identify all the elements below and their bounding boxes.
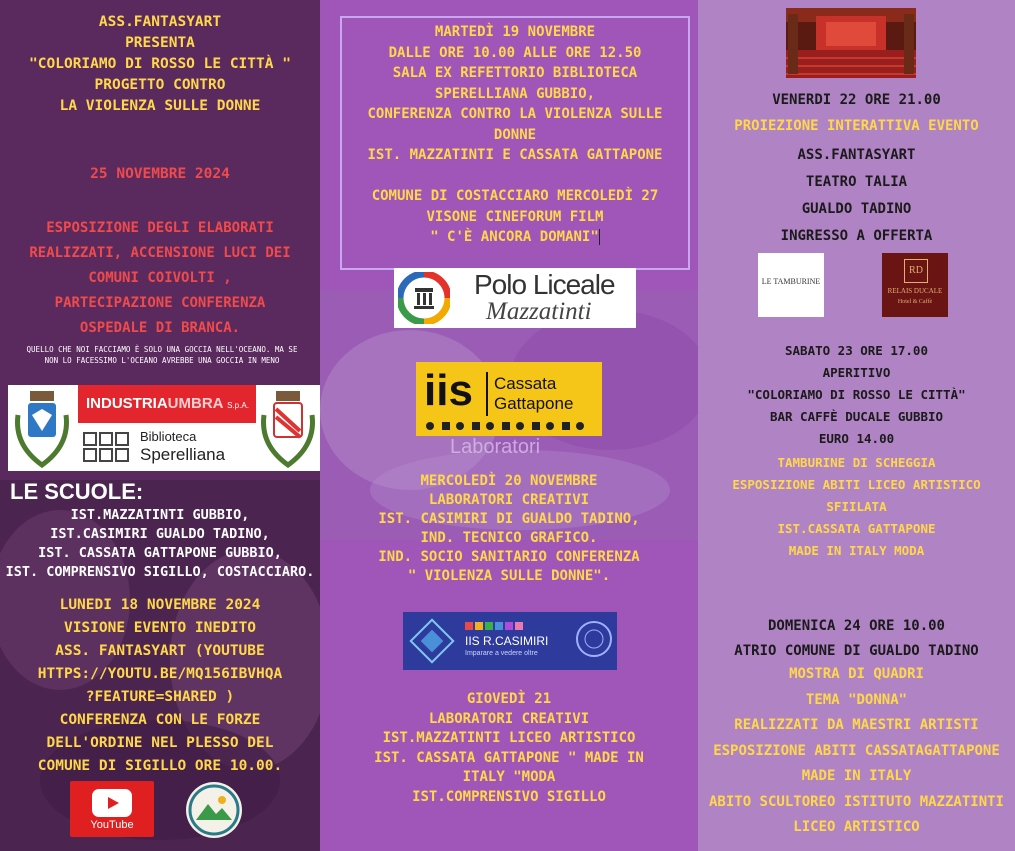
youtube-button[interactable] [70, 781, 154, 837]
domenica-activities: MOSTRA DI QUADRI TEMA "DONNA" REALIZZATI DA MAESTRI ARTISTI ESPOSIZIONE ABITI CASSATAGATTAPONE MADE IN ITALY ABITO SCULTOREO ISTITUTO MAZZATINTI LICEO ARTISTICO [708, 666, 1004, 835]
youtube-play-icon [92, 789, 132, 817]
lunedi-event: LUNEDI 18 NOVEMBRE 2024 VISIONE EVENTO INEDITO ASS. FANTASYART (YOUTUBE HTTPS://YOUTU.BE/MQ156IBVHQA ?FEATURE=SHARED ) CONFERENZA CON LE FORZE DELL'ORDINE NEL PLESSO DEL COMUNE DI SIGILLO ORE 10.00. [37, 597, 283, 774]
sabato-event: SABATO 23 ORE 17.00 APERITIVO "COLORIAMO DI ROSSO LE CITTÀ" BAR CAFFÈ DUCALE GUBBIO EURO 14.00 [747, 343, 966, 446]
iis-name: Cassata Gattapone [494, 374, 574, 413]
gubbio-crest-icon [256, 385, 320, 471]
polo-liceale-title: Polo Liceale [474, 269, 615, 300]
umbra-word: UMBRA [167, 395, 223, 412]
casimiri-tagline: Imparare a vedere oltre [465, 650, 538, 657]
polo-liceale-subtitle: Mazzatinti [486, 298, 592, 325]
biblioteca-mark-icon [82, 429, 134, 465]
giovedi-event: GIOVEDÌ 21 LABORATORI CREATIVI IST.MAZZATINTI LICEO ARTISTICO IST. CASSATA GATTAPONE " MADE IN ITALY "MODA IST.COMPRENSIVO SIGILLO [374, 691, 644, 805]
theater-photo [786, 8, 916, 78]
costacciaro-film [342, 227, 688, 248]
relais-monogram-icon: RD [904, 259, 928, 283]
mercoledi-event: MERCOLEDÌ 20 NOVEMBRE LABORATORI CREATIVI IST. CASIMIRI DI GUALDO TADINO, IND. TECNICO GRAFICO. IND. SOCIO SANITARIO CONFERENZA " VIOLENZA SULLE DONNE". [378, 473, 640, 584]
casimiri-emblem-icon [409, 618, 455, 664]
sponsors-middle [78, 385, 256, 471]
schools-heading: LE SCUOLE: [10, 479, 144, 504]
martedi-event: MARTEDÌ 19 NOVEMBRE DALLE ORE 10.00 ALLE ORE 12.50 SALA EX REFETTORIO BIBLIOTECA SPERELLIANA GUBBIO, CONFERENZA CONTRO LA VIOLENZA SULLE DONNE IST. MAZZATINTI E CASSATA GATTAPONE [367, 24, 663, 163]
relais-subtitle: Hotel & Caffè [897, 299, 933, 305]
event-date: 25 NOVEMBRE 2024 [90, 166, 230, 182]
biblioteca-line: Biblioteca [140, 429, 197, 444]
event-description: ESPOSIZIONE DEGLI ELABORATI REALIZZATI, ACCENSIONE LUCI DEI COMUNI COIVOLTI , PARTECIPAZIONE CONFERENZA OSPEDALE DI BRANCA. [29, 220, 291, 336]
venerdi-details: ASS.FANTASYART TEATRO TALIA GUALDO TADINO INGRESSO A OFFERTA [780, 147, 933, 244]
spa-word: S.p.A. [227, 401, 249, 410]
schools-list: IST.MAZZATINTI GUBBIO, IST.CASIMIRI GUALDO TADINO, IST. CASSATA GATTAPONE GUBBIO, IST. COMPRENSIVO SIGILLO, COSTACCIARO. [5, 507, 315, 580]
middle-column [320, 0, 698, 851]
youtube-label: YouTube [90, 819, 134, 831]
iis-activity-icons [424, 420, 594, 432]
venerdi-projection: PROIEZIONE INTERATTIVA EVENTO [734, 118, 979, 134]
venerdi-title: VENERDI 22 ORE 21.00 [772, 92, 941, 108]
casimiri-badge-icon [575, 620, 613, 658]
relais-ducale-logo [882, 253, 948, 317]
right-column [698, 0, 1015, 851]
sigillo-school-logo [186, 782, 242, 838]
laboratori-watermark: Laboratori [450, 436, 541, 458]
mountain-logo-icon [186, 782, 242, 838]
iis-mark: iis [424, 366, 473, 415]
industria-word: INDUSTRIA [86, 395, 168, 412]
iis-casimiri-logo [403, 612, 617, 670]
costacciaro-event: COMUNE DI COSTACCIARO MERCOLEDÌ 27 VISONE CINEFORUM FILM [371, 188, 659, 225]
text-cursor [599, 229, 600, 245]
gualdo-crest-icon [8, 385, 76, 471]
polo-liceale-ring-icon [398, 272, 450, 324]
industria-umbra-logo [78, 385, 256, 423]
polo-liceale-logo [394, 268, 636, 328]
left-column [0, 0, 320, 851]
sponsor-strip [8, 385, 320, 471]
iis-divider [486, 372, 488, 416]
le-tamburine-logo [758, 253, 824, 317]
casimiri-name: IIS R.CASIMIRI [465, 634, 549, 648]
tamburine-text: LE TAMBURINE [761, 277, 821, 286]
domenica-event: DOMENICA 24 ORE 10.00 ATRIO COMUNE DI GUALDO TADINO [734, 618, 979, 659]
casimiri-color-squares [465, 622, 525, 632]
sperelliana-line: Sperelliana [140, 445, 226, 464]
presenter-header: ASS.FANTASYART PRESENTA "COLORIAMO DI ROSSO LE CITTÀ " PROGETTO CONTRO LA VIOLENZA SULLE DONNE [29, 14, 291, 114]
ocean-quote: QUELLO CHE NOI FACCIAMO È SOLO UNA GOCCIA NELL'OCEANO. MA SE NON LO FACESSIMO L'OCEANO AVREBBE UNA GOCCIA IN MENO [26, 345, 298, 365]
sabato-activities: TAMBURINE DI SCHEGGIA ESPOSIZIONE ABITI LICEO ARTISTICO SFIILATA IST.CASSATA GATTAPONE MADE IN ITALY MODA [732, 455, 981, 558]
relais-name: RELAIS DUCALE [887, 287, 943, 295]
film-title: " C'È ANCORA DOMANI" [430, 229, 599, 245]
iis-cassata-logo [416, 362, 602, 436]
